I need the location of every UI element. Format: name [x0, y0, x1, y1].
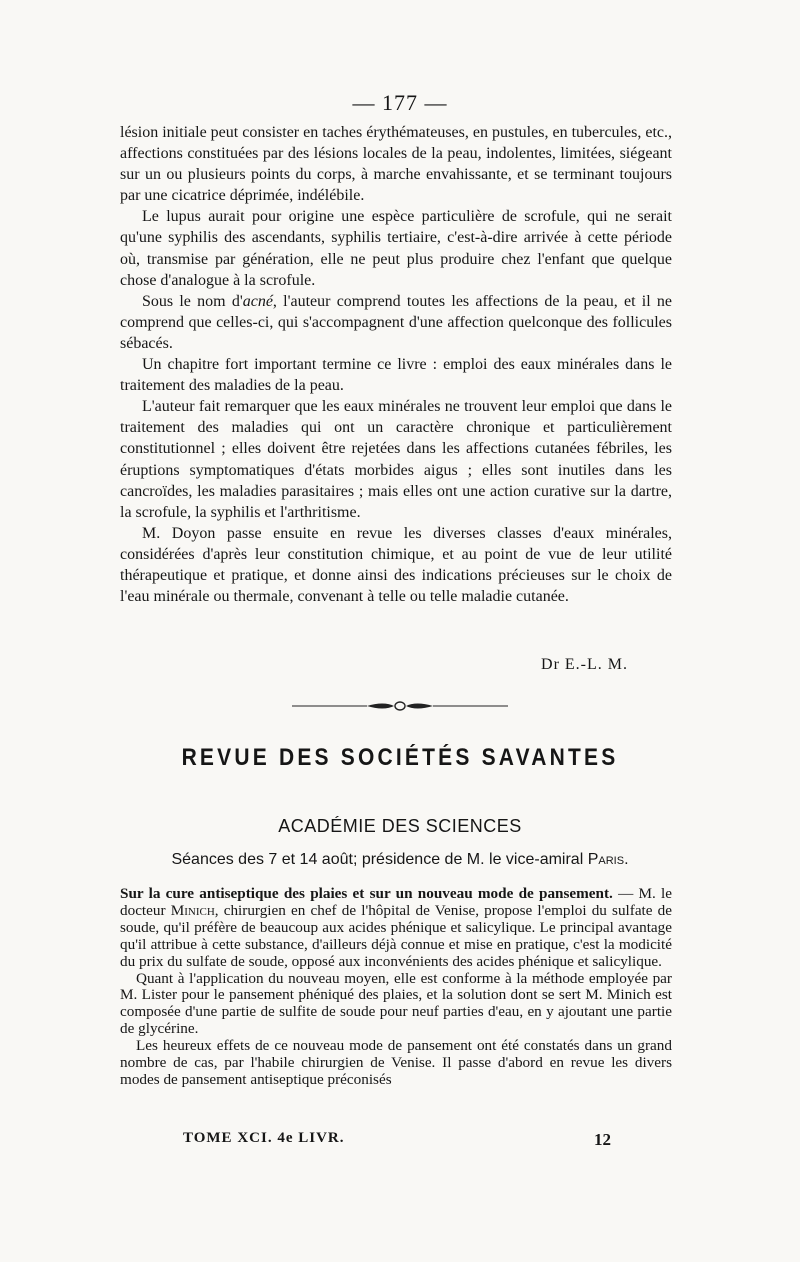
ornament-divider	[292, 697, 508, 715]
sessions-text: Séances des 7 et 14 août; présidence de M. le vice-amiral	[171, 851, 588, 868]
paragraph-mineral-waters: L'auteur fait remarquer que les eaux minérales ne trouvent leur emploi que dans le traitement des maladies qui ont un caractère chronique et particulièrement constitutionnel ; elles doivent être rejetées dans les affections cutanées fébriles, les éruptions symptomatiques d'états morbides aigus ; elles sont inutiles dans les cancroïdes, les maladies parasitaires ; mais elles ont une action curative sur la dartre, la scrofule, la syphilis et l'arthritisme.	[120, 398, 672, 521]
acne-text-before: Sous le nom d'	[142, 292, 243, 310]
review-text	[120, 122, 672, 607]
article-paragraph-application: Quant à l'application du nouveau moyen, elle est conforme à la méthode employée par M. Lister pour le pansement phéniqué des plaies, et la solution dont se sert M. Minich est composée d'une partie de sulfite de soude pour neuf parties d'eau, en y ajoutant une partie de glycérine.	[120, 969, 672, 1038]
article-paragraph-effects: Les heureux effets de ce nouveau mode de pansement ont été constatés dans un grand nombre de cas, par l'habile chirurgien de Venise. Il passe d'abord en revue les divers modes de pansement antiseptique préconisés	[120, 1037, 672, 1088]
intro-before: — M. le docteur	[120, 885, 672, 919]
page-footer	[0, 1130, 800, 1150]
acne-term: acné	[242, 292, 273, 310]
signature-number: 12	[594, 1130, 611, 1149]
president-name: Paris	[587, 851, 625, 868]
page-number: — 177 —	[352, 90, 448, 115]
article-title: Sur la cure antiseptique des plaies et sur un nouveau mode de pansement.	[120, 885, 613, 902]
sessions-line	[0, 851, 800, 869]
section-title: REVUE DES SOCIÉTÉS SAVANTES	[181, 744, 619, 771]
sessions-end: .	[624, 851, 629, 868]
paragraph-lesion: lésion initiale peut consister en taches érythémateuses, en pustules, en tubercules, etc., affections constituées par des lésions locales de la peau, indolentes, limitées, siégeant sur un ou plusieurs points du corps, à marche envahissante, et se terminant toujours par une cicatrice déprimée, indélébile.	[120, 124, 672, 205]
author-signature: Dr E.-L. M.	[541, 656, 628, 673]
doctor-name: Minich	[170, 901, 215, 919]
tome-label: TOME XCI. 4e LIVR.	[183, 1130, 345, 1146]
subtitle: ACADÉMIE DES SCIENCES	[278, 816, 522, 836]
article-intro	[120, 886, 672, 971]
paragraph-chapter: Un chapitre fort important termine ce livre : emploi des eaux minérales dans le traitement des maladies de la peau.	[120, 356, 672, 395]
intro-after: , chirurgien en chef de l'hôpital de Venise, propose l'emploi du sulfate de soude, qu'il préfère de beaucoup aux acides phénique et salicylique. Le principal avantage qu'il attribue à cette substance, d'ailleurs déjà connue et mise en pratique, c'est la modicité du prix du sulfate de soude, opposé aux inconvénients des acides phénique et salicylique.	[120, 901, 672, 970]
paragraph-lupus: Le lupus aurait pour origine une espèce particulière de scrofule, qui ne serait qu'une syphilis des ascendants, syphilis tertiaire, c'est-à-dire arrivée à cette période où, transmise par génération, elle ne peut plus produire chez l'enfant que quelque chose d'analogue à la scrofule.	[120, 208, 672, 289]
article-text	[120, 886, 672, 1089]
paragraph-acne	[120, 291, 672, 354]
paragraph-doyon: M. Doyon passe ensuite en revue les diverses classes d'eaux minérales, considérées d'après leur constitution chimique, et au point de vue de leur utilité thérapeutique et pratique, et donne ainsi des indications précieuses sur le choix de l'eau minérale ou thermale, convenant à telle ou telle maladie cutanée.	[120, 524, 672, 606]
acne-text-after: , l'auteur comprend toutes les affections de la peau, et il ne comprend que celles-ci, qui s'accompagnent d'une affection quelconque des follicules sébacés.	[120, 292, 673, 352]
